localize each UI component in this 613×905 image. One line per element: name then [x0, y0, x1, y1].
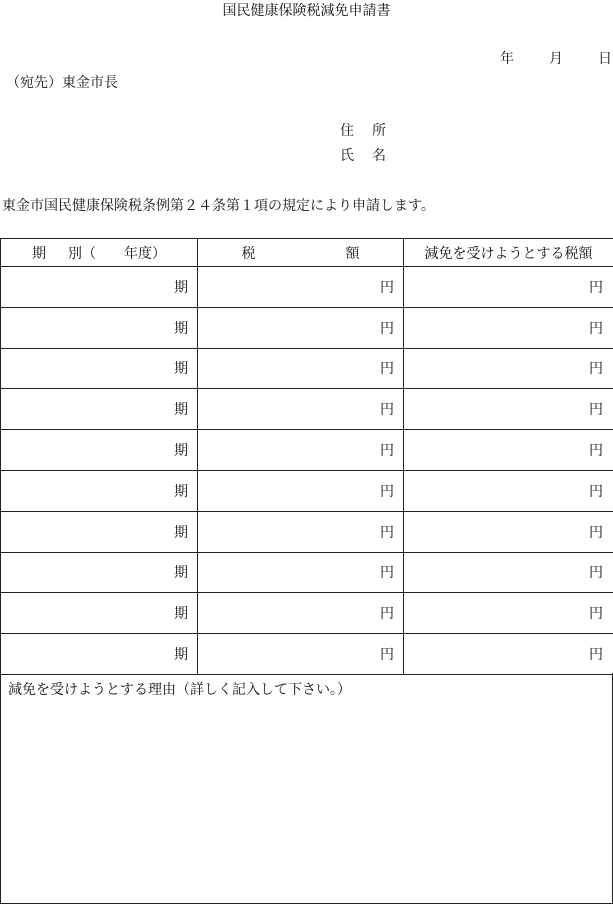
tax-table — [0, 238, 613, 675]
date-month-label: 月 — [549, 51, 563, 67]
reason-box[interactable] — [0, 673, 613, 904]
table-row — [1, 511, 613, 552]
table-row — [1, 267, 613, 308]
period-cell[interactable]: 期 — [1, 470, 198, 511]
reduce-amount-cell[interactable]: 円 — [404, 552, 613, 593]
application-statement: 東金市国民健康保険税条例第２４条第１項の規定により申請します。 — [2, 198, 435, 214]
period-cell[interactable]: 期 — [1, 307, 198, 348]
period-cell[interactable]: 期 — [1, 511, 198, 552]
header-period — [1, 239, 198, 267]
reduce-amount-cell[interactable]: 円 — [404, 307, 613, 348]
name-label-a: 氏 — [340, 148, 354, 164]
period-cell[interactable]: 期 — [1, 552, 198, 593]
table-row — [1, 470, 613, 511]
reduce-amount-cell[interactable]: 円 — [404, 389, 613, 430]
period-cell[interactable]: 期 — [1, 389, 198, 430]
date-year-label: 年 — [500, 51, 514, 67]
tax-amount-cell[interactable]: 円 — [198, 267, 404, 308]
header-period-a: 期 — [32, 245, 46, 262]
tax-amount-cell[interactable]: 円 — [198, 511, 404, 552]
address-label-b: 所 — [372, 123, 386, 139]
reason-label: 減免を受けようとする理由（詳しく記入して下さい。） — [8, 682, 351, 698]
table-row — [1, 348, 613, 389]
period-cell[interactable]: 期 — [1, 430, 198, 471]
tax-amount-cell[interactable]: 円 — [198, 470, 404, 511]
name-label-b: 名 — [372, 148, 386, 164]
table-header-row — [1, 239, 613, 267]
tax-amount-cell[interactable]: 円 — [198, 552, 404, 593]
reduce-amount-cell[interactable]: 円 — [404, 593, 613, 634]
header-tax-b: 額 — [345, 245, 360, 262]
header-tax — [198, 239, 404, 267]
tax-amount-cell[interactable]: 円 — [198, 430, 404, 471]
table-row — [1, 634, 613, 675]
reduce-amount-cell[interactable]: 円 — [404, 348, 613, 389]
header-period-c: 年度） — [124, 245, 166, 262]
table-row — [1, 307, 613, 348]
reduce-amount-cell[interactable]: 円 — [404, 511, 613, 552]
reduce-amount-cell[interactable]: 円 — [404, 267, 613, 308]
period-cell[interactable]: 期 — [1, 634, 198, 675]
name-label — [340, 145, 386, 165]
period-cell[interactable]: 期 — [1, 348, 198, 389]
tax-amount-cell[interactable]: 円 — [198, 307, 404, 348]
header-tax-a: 税 — [241, 245, 256, 262]
tax-amount-cell[interactable]: 円 — [198, 593, 404, 634]
form-title: 国民健康保険税減免申請書 — [222, 3, 391, 19]
addressee: （宛先）東金市長 — [6, 75, 118, 91]
address-label-a: 住 — [340, 123, 354, 139]
address-label — [340, 120, 386, 140]
reduce-amount-cell[interactable]: 円 — [404, 430, 613, 471]
period-cell[interactable]: 期 — [1, 593, 198, 634]
reduce-amount-cell[interactable]: 円 — [404, 634, 613, 675]
tax-amount-cell[interactable]: 円 — [198, 389, 404, 430]
table-row — [1, 593, 613, 634]
tax-amount-cell[interactable]: 円 — [198, 634, 404, 675]
header-reduce: 減免を受けようとする税額 — [404, 239, 613, 267]
table-row — [1, 552, 613, 593]
header-period-b: 別（ — [68, 245, 96, 262]
table-row — [1, 389, 613, 430]
reduce-amount-cell[interactable]: 円 — [404, 470, 613, 511]
period-cell[interactable]: 期 — [1, 267, 198, 308]
date-day-label: 日 — [598, 51, 612, 67]
tax-amount-cell[interactable]: 円 — [198, 348, 404, 389]
table-row — [1, 430, 613, 471]
